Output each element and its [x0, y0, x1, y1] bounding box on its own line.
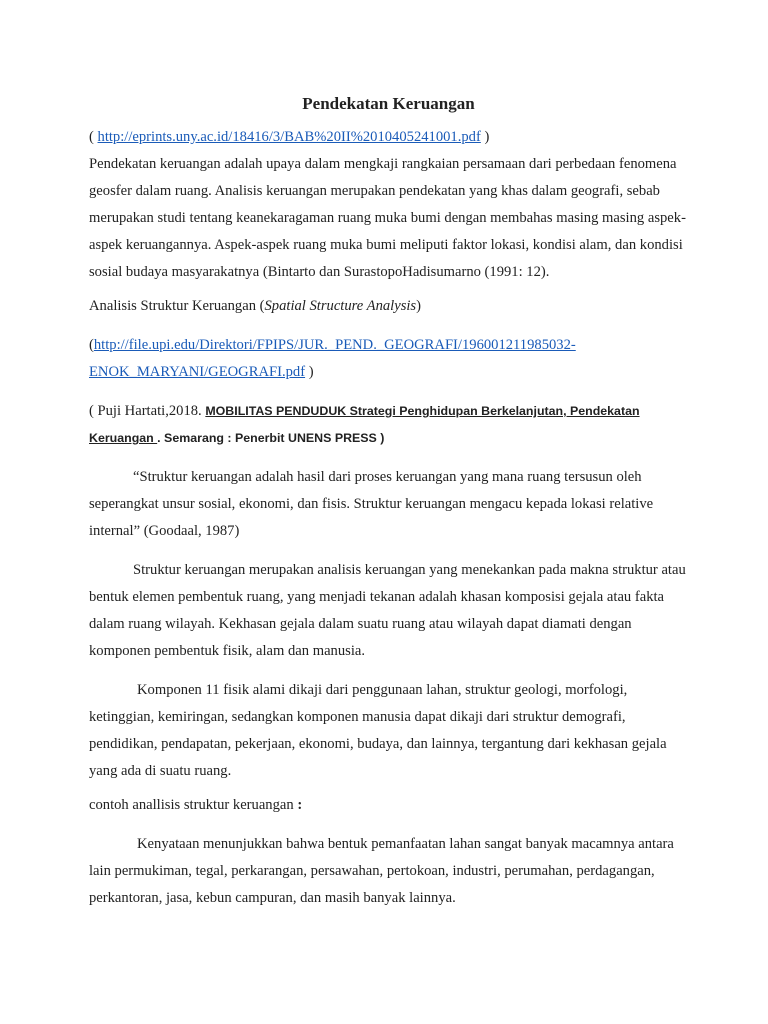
source-1-link[interactable]: http://eprints.uny.ac.id/18416/3/BAB%20II%2010405241001.pdf: [97, 129, 481, 145]
quote-paragraph: “Struktur keruangan adalah hasil dari proses keruangan yang mana ruang tersusun oleh seperangkat unsur sosial, ekonomi, dan fisis. Struktur keruangan mengacu kepada lokasi relative internal” (Goodaal, 1987): [89, 469, 654, 539]
source-2-close: ): [305, 364, 314, 380]
source-2: [89, 332, 688, 386]
paragraph-1: Pendekatan keruangan adalah upaya dalam mengkaji rangkaian persamaan dari perbedaan fenomena geosfer dalam ruang. Analisis keruangan merupakan pendekatan yang khas dalam geografi, sebab merupakan studi tentang keanekaragaman ruang muka bumi dengan membahas masing masing aspek-aspek keruangannya. Aspek-aspek ruang muka bumi meliputi faktor lokasi, kondisi alam, dan kondisi sosial budaya masyarakatnya (Bintarto dan SurastopoHadisumarno (1991: 12).: [89, 156, 686, 280]
source-2-open: (: [89, 337, 94, 353]
citation-title-line1: MOBILITAS PENDUDUK Strategi Penghidupan Berkelanjutan, Pendekatan: [205, 404, 640, 418]
section-heading-italic: Spatial Structure Analysis: [264, 298, 417, 314]
citation-title-line2: Keruangan: [89, 431, 158, 445]
section-heading-close: ): [416, 298, 421, 314]
example-heading-colon: :: [297, 797, 303, 813]
paragraph-3: Komponen 11 fisik alami dikaji dari penggunaan lahan, struktur geologi, morfologi, ketinggian, kemiringan, sedangkan komponen manusia dapat dikaji dari struktur demografi, pendidikan, pendapatan, pekerjaan, ekonomi, budaya, dan lainnya, tergantung dari kekhasan gejala yang ada di suatu ruang.: [89, 682, 667, 779]
section-heading-analysis: [89, 293, 688, 320]
section-heading-text: Analisis Struktur Keruangan (: [89, 298, 265, 314]
example-heading-text: contoh anallisis struktur keruangan: [89, 797, 298, 813]
source-2-link-line1[interactable]: http://file.upi.edu/Direktori/FPIPS/JUR._PEND._GEOGRAFI/196001211985032-: [93, 337, 576, 353]
citation: [89, 398, 688, 452]
citation-suffix: . Semarang : Penerbit UNENS PRESS ): [157, 431, 385, 445]
source-2-link-line2[interactable]: ENOK_MARYANI/GEOGRAFI.pdf: [89, 364, 306, 380]
paragraph-2: Struktur keruangan merupakan analisis keruangan yang menekankan pada makna struktur atau bentuk elemen pembentuk ruang, yang menjadi tekanan adalah khasan komposisi gejala atau fakta dalam ruang wilayah. Kekhasan gejala dalam suatu ruang atau wilayah dapat diamati dengan komponen pembentuk fisik, alam dan manusia.: [89, 562, 686, 659]
citation-prefix: ( Puji Hartati,2018.: [89, 403, 206, 419]
paragraph-4: Kenyataan menunjukkan bahwa bentuk pemanfaatan lahan sangat banyak macamnya antara lain permukiman, tegal, perkarangan, persawahan, pertokoan, industri, perumahan, perdagangan, perkantoran, jasa, kebun campuran, dan masih banyak lainnya.: [89, 836, 674, 906]
page-title: Pendekatan Keruangan: [302, 94, 475, 113]
example-heading: [89, 792, 688, 819]
source-1: [89, 124, 688, 151]
source-1-close: ): [480, 129, 490, 145]
source-1-open: (: [89, 129, 98, 145]
